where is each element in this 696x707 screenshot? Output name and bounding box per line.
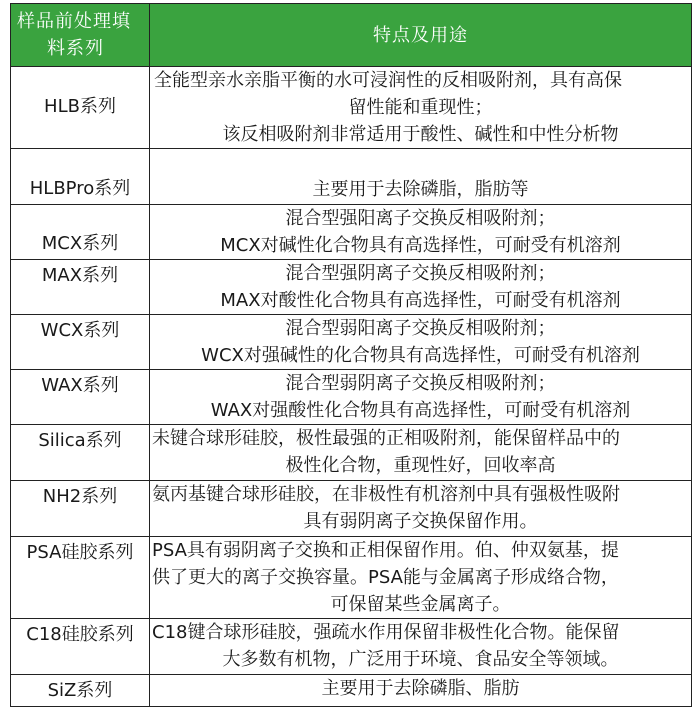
series-name: C18硅胶系列 — [11, 619, 150, 675]
series-name: MAX系列 — [11, 260, 150, 315]
table-row — [11, 260, 692, 315]
description-line: 留性能和重现性； — [348, 97, 493, 118]
series-description — [150, 425, 692, 481]
table-row — [11, 537, 692, 619]
series-name: Silica系列 — [11, 425, 150, 481]
series-name: NH2系列 — [11, 481, 150, 537]
table-row — [11, 67, 692, 149]
description-line: MAX对酸性化合物具有高选择性，可耐受有机溶剂 — [220, 290, 621, 311]
table-row — [11, 619, 692, 675]
table-row — [11, 370, 692, 425]
description-line: WAX对强酸性化合物具有高选择性，可耐受有机溶剂 — [210, 400, 631, 421]
series-description — [150, 260, 692, 315]
description-line: C18键合球形硅胶，强疏水作用保留非极性化合物。能保留 — [152, 622, 620, 643]
table-row — [11, 149, 692, 205]
description-line: 氨丙基键合球形硅胶，在非极性有机溶剂中具有强极性吸附 — [152, 484, 620, 505]
table-row — [11, 315, 692, 370]
description-line: WCX对强碱性的化合物具有高选择性，可耐受有机溶剂 — [201, 345, 640, 366]
packing-materials-table — [10, 3, 692, 707]
description-line: 极性化合物，重现性好，回收率高 — [285, 455, 556, 476]
description-line: 主要用于去除磷脂，脂肪等 — [312, 179, 529, 200]
description-line: MCX对碱性化合物具有高选择性，可耐受有机溶剂 — [220, 235, 621, 256]
series-description — [150, 619, 692, 675]
header-features: 特点及用途 — [150, 4, 692, 67]
description-line: 具有弱阴离子交换保留作用。 — [303, 511, 538, 532]
description-line: 大多数有机物，广泛用于环境、食品安全等领域。 — [222, 649, 619, 670]
description-line: 混合型弱阳离子交换反相吸附剂； — [285, 318, 556, 339]
header-series-line2: 料系列 — [47, 38, 104, 59]
description-line — [150, 149, 691, 176]
table-row — [11, 481, 692, 537]
table-row — [11, 675, 692, 707]
series-name: MCX系列 — [11, 205, 150, 260]
series-description — [150, 675, 692, 707]
series-name: SiZ系列 — [11, 675, 150, 707]
table-row — [11, 425, 692, 481]
description-line: 可保留某些金属离子。 — [330, 594, 511, 615]
description-line: 混合型弱阴离子交换反相吸附剂； — [285, 373, 556, 394]
description-line: 该反相吸附剂非常适用于酸性、碱性和中性分析物 — [222, 124, 619, 145]
description-line: 供了更大的离子交换容量。PSA能与金属离子形成络合物， — [152, 567, 619, 588]
packing-table-container — [10, 3, 691, 707]
series-description — [150, 67, 692, 149]
series-name: PSA硅胶系列 — [11, 537, 150, 619]
series-description — [150, 481, 692, 537]
description-line: PSA具有弱阴离子交换和正相保留作用。伯、仲双氨基，提 — [152, 540, 619, 561]
series-name: HLB系列 — [11, 67, 150, 149]
series-description — [150, 315, 692, 370]
table-row — [11, 205, 692, 260]
series-description — [150, 370, 692, 425]
series-description — [150, 205, 692, 260]
header-series-line1: 样品前处理填 — [17, 11, 131, 32]
description-line: 主要用于去除磷脂、脂肪 — [321, 678, 520, 699]
series-name: HLBPro系列 — [11, 149, 150, 205]
series-description — [150, 149, 692, 205]
series-name: WCX系列 — [11, 315, 150, 370]
description-line: 混合型强阳离子交换反相吸附剂； — [285, 208, 556, 229]
description-line: 未键合球形硅胶，极性最强的正相吸附剂，能保留样品中的 — [152, 428, 620, 449]
series-name: WAX系列 — [11, 370, 150, 425]
description-line: 混合型强阴离子交换反相吸附剂； — [285, 263, 556, 284]
table-header-row — [11, 4, 692, 67]
description-line: 全能型亲水亲脂平衡的水可浸润性的反相吸附剂，具有高保 — [154, 70, 622, 91]
header-series — [11, 4, 150, 67]
series-description — [150, 537, 692, 619]
